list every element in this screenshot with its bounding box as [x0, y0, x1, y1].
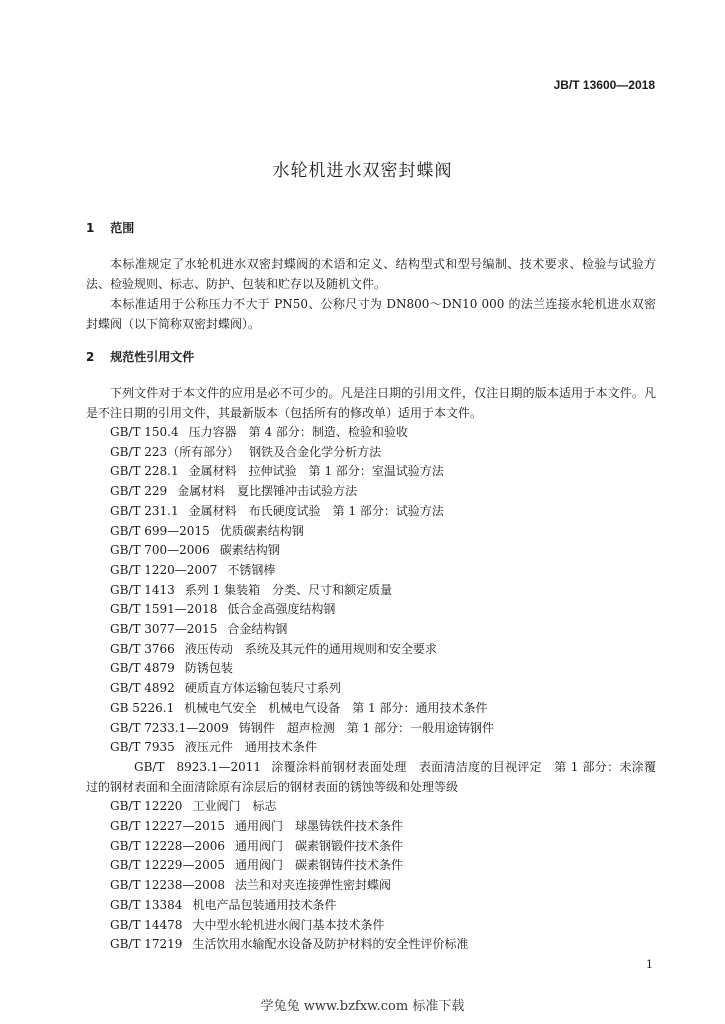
reference-title: 液压元件 通用技术条件: [184, 740, 317, 755]
reference-title: 不锈钢棒: [227, 562, 276, 577]
reference-code: GB/T 12227—2015: [110, 819, 225, 834]
reference-title: 系列 1 集装箱 分类、尺寸和额定质量: [184, 582, 393, 597]
reference-title: 机电产品包装通用技术条件: [192, 897, 337, 912]
reference-title: 通用阀门 碳素钢铸件技术条件: [234, 858, 403, 873]
reference-code: GB/T 7233.1—2009: [110, 720, 229, 735]
paragraph: 下列文件对于本文件的应用是必不可少的。凡是注日期的引用文件，仅注日期的版本适用于本文件。凡是不注日期的引用文件，其最新版本（包括所有的修改单）适用于本文件。: [86, 386, 656, 420]
reference-item: [110, 502, 656, 522]
page-number: 1: [646, 958, 653, 971]
reference-item: [110, 600, 656, 620]
reference-code: GB/T 12238—2008: [110, 878, 225, 893]
reference-code: GB/T 150.4: [110, 425, 179, 439]
reference-title: 压力容器 第 4 部分：制造、检验和验收: [188, 425, 408, 439]
reference-title: 通用阀门 球墨铸铁件技术条件: [234, 819, 403, 834]
reference-code: GB/T 12228—2006: [110, 838, 225, 853]
reference-item: [110, 916, 656, 936]
reference-item: [110, 659, 656, 679]
reference-title: 钢铁及合金化学分析方法: [249, 444, 382, 459]
reference-code: GB/T 229: [110, 484, 168, 499]
reference-code: GB/T 228.1: [110, 464, 179, 479]
reference-title: 涂覆涂料前钢材表面处理 表面清洁度的目视评定 第 1 部分：未涂覆过的钢材表面和全面清除原有涂层后的钢材表面的锈蚀等级和处理等级: [86, 759, 656, 794]
reference-title: 硬质直方体运输包装尺寸系列: [184, 681, 341, 696]
reference-code: GB/T 1220—2007: [110, 562, 218, 577]
section-number: 2: [86, 350, 95, 364]
reference-title: 工业阀门 标志: [192, 799, 277, 814]
reference-item: [110, 896, 656, 916]
reference-code: GB/T 8923.1—2011: [134, 759, 261, 774]
reference-item: [110, 935, 656, 955]
reference-title: 碳素结构钢: [219, 543, 280, 558]
reference-title: 法兰和对夹连接弹性密封蝶阀: [234, 878, 391, 893]
reference-code: GB/T 231.1: [110, 503, 179, 518]
reference-code: GB/T 12220: [110, 799, 183, 814]
reference-title: 金属材料 布氏硬度试验 第 1 部分：试验方法: [188, 503, 444, 518]
reference-item: [110, 423, 656, 443]
reference-code: GB/T 1591—2018: [110, 602, 218, 617]
reference-item: [110, 482, 656, 502]
reference-title: 优质碳素结构钢: [219, 523, 304, 538]
reference-title: 铸钢件 超声检测 第 1 部分：一般用途铸钢件: [238, 720, 495, 735]
reference-item: [110, 699, 656, 719]
reference-title: 合金结构钢: [227, 622, 288, 637]
reference-title: 生活饮用水输配水设备及防护材料的安全性评价标准: [192, 937, 469, 952]
reference-item: [110, 443, 656, 463]
section-number: 1: [86, 221, 95, 235]
paragraph: 本标准规定了水轮机进水双密封蝶阀的术语和定义、结构型式和型号编制、技术要求、检验与试验方法、检验规则、标志、防护、包装和贮存以及随机文件。: [86, 257, 656, 291]
document-title: 水轮机进水双密封蝶阀: [272, 161, 453, 181]
reference-item: [110, 856, 656, 876]
reference-code: GB 5226.1: [110, 700, 175, 715]
reference-code: GB/T 699—2015: [110, 523, 210, 538]
section-1-heading: [86, 219, 134, 236]
reference-code: GB/T 700—2006: [110, 543, 210, 558]
reference-item: [110, 640, 656, 660]
section-title: 规范性引用文件: [110, 350, 195, 364]
reference-item: [86, 758, 656, 797]
reference-item: [110, 522, 656, 542]
reference-item: [110, 797, 656, 817]
reference-title: 防锈包装: [184, 661, 233, 676]
reference-title: 金属材料 夏比摆锤冲击试验方法: [177, 484, 358, 499]
reference-code: GB/T 13384: [110, 897, 183, 912]
reference-code: GB/T 12229—2005: [110, 858, 225, 873]
reference-item: [110, 679, 656, 699]
reference-title: 液压传动 系统及其元件的通用规则和安全要求: [184, 641, 437, 656]
section-2-heading: [86, 348, 194, 365]
reference-item: [110, 581, 656, 601]
reference-title: 大中型水轮机进水阀门基本技术条件: [192, 917, 385, 932]
reference-code: GB/T 3766: [110, 641, 175, 656]
reference-item: [110, 738, 656, 758]
reference-item: [110, 719, 656, 739]
reference-list: [86, 423, 656, 955]
paragraph: 本标准适用于公称压力不大于 PN50、公称尺寸为 DN800～DN10 000 的法兰连接水轮机进水双密封蝶阀（以下简称双密封蝶阀）。: [86, 297, 656, 331]
reference-code: GB/T 4879: [110, 661, 175, 676]
reference-title: 机械电气安全 机械电气设备 第 1 部分：通用技术条件: [184, 700, 488, 715]
reference-item: [110, 462, 656, 482]
section-title: 范围: [110, 221, 135, 235]
reference-item: [110, 876, 656, 896]
reference-item: [110, 541, 656, 561]
reference-item: [110, 620, 656, 640]
reference-code: GB/T 223（所有部分）: [110, 444, 240, 459]
reference-code: GB/T 14478: [110, 917, 183, 932]
reference-title: 通用阀门 碳素钢锻件技术条件: [234, 838, 403, 853]
reference-code: GB/T 1413: [110, 582, 175, 597]
reference-item: [110, 561, 656, 581]
reference-item: [110, 837, 656, 857]
reference-title: 低合金高强度结构钢: [227, 602, 336, 617]
reference-code: GB/T 3077—2015: [110, 622, 218, 637]
reference-code: GB/T 7935: [110, 740, 175, 755]
reference-title: 金属材料 拉伸试验 第 1 部分：室温试验方法: [188, 464, 444, 479]
reference-code: GB/T 17219: [110, 937, 183, 952]
watermark-text: 学兔兔 www.bzfxw.com 标准下载: [260, 999, 465, 1014]
standard-code: JB/T 13600—2018: [553, 78, 655, 92]
reference-code: GB/T 4892: [110, 681, 175, 696]
reference-item: [110, 817, 656, 837]
